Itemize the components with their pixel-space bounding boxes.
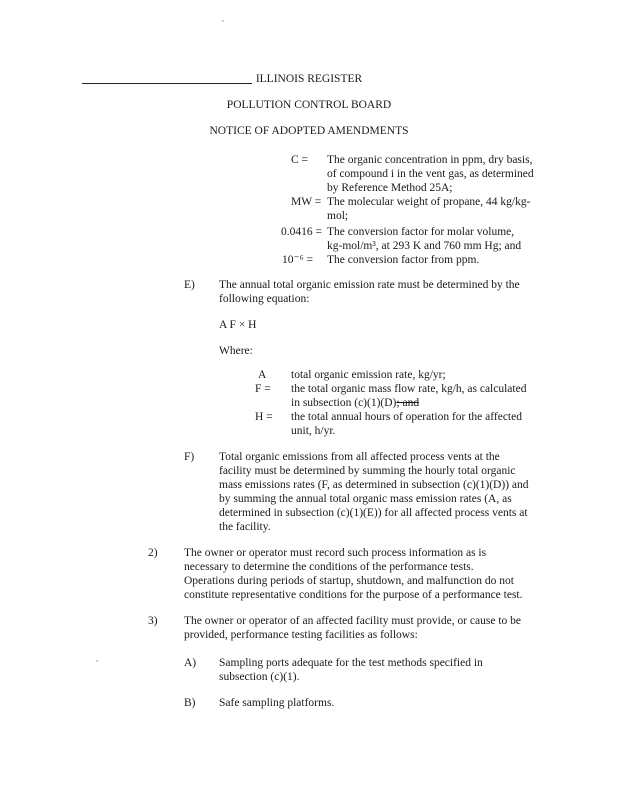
item-label: E) <box>184 279 195 291</box>
paragraph-line: by summing the annual total organic mass emission rates (A, as <box>219 493 512 505</box>
paragraph-line: The owner or operator of an affected facility must provide, or cause to be <box>184 615 521 627</box>
equation: A F × H <box>219 319 257 331</box>
def-text-line: The organic concentration in ppm, dry basis, <box>327 154 533 166</box>
where-label: Where: <box>219 345 253 357</box>
def-text-line: by Reference Method 25A; <box>327 182 453 194</box>
paragraph-line: subsection (c)(1). <box>219 671 300 683</box>
def-text-line: The molecular weight of propane, 44 kg/kg- <box>327 196 531 208</box>
def-text-line: unit, h/yr. <box>291 425 336 437</box>
item-label: B) <box>184 697 196 709</box>
notice-title: NOTICE OF ADOPTED AMENDMENTS <box>209 125 409 137</box>
paragraph-line: Sampling ports adequate for the test methods specified in <box>219 657 483 669</box>
item-label: A) <box>184 657 197 669</box>
def-symbol: 10⁻⁶ = <box>282 254 313 266</box>
def-text-line: the total annual hours of operation for the affected <box>291 411 522 423</box>
item-label: 2) <box>148 547 158 559</box>
paragraph-line: determined in subsection (c)(1)(E)) for all affected process vents at <box>219 507 528 519</box>
paragraph-line: Operations during periods of startup, shutdown, and malfunction do not <box>184 575 514 587</box>
def-text-line: of compound i in the vent gas, as determined <box>327 168 534 180</box>
paragraph-line: the facility. <box>219 521 271 533</box>
paragraph-line: provided, performance testing facilities as follows: <box>184 629 418 641</box>
paragraph-line: mass emissions rates (F, as determined in subsection (c)(1)(D)) and <box>219 479 529 491</box>
def-symbol: H = <box>255 411 273 423</box>
scan-speck <box>96 660 98 662</box>
register-title: ILLINOIS REGISTER <box>255 73 363 85</box>
def-symbol: MW = <box>291 196 322 208</box>
scan-speck <box>222 20 224 22</box>
def-text-line: the total organic mass flow rate, kg/h, as calculated <box>291 383 527 395</box>
struck-text: ; and <box>396 397 420 409</box>
item-label: 3) <box>148 615 158 627</box>
def-symbol: F = <box>255 383 271 395</box>
def-text-line: mol; <box>327 210 349 222</box>
def-symbol: A <box>258 369 267 381</box>
board-title: POLLUTION CONTROL BOARD <box>226 99 392 111</box>
def-text-line: The conversion factor from ppm. <box>327 254 480 266</box>
paragraph-line: necessary to determine the conditions of the performance tests. <box>184 561 474 573</box>
def-symbol: 0.0416 = <box>281 226 322 238</box>
def-text-line: kg-mol/m³, at 293 K and 760 mm Hg; and <box>327 240 522 252</box>
paragraph-line: facility must be determined by summing the hourly total organic <box>219 465 516 477</box>
def-text-line: in subsection (c)(1)(D); and <box>291 397 420 409</box>
item-label: F) <box>184 451 195 463</box>
paragraph-line: Total organic emissions from all affected process vents at the <box>219 451 500 463</box>
paragraph-line: The annual total organic emission rate must be determined by the <box>219 279 520 291</box>
paragraph-line: Safe sampling platforms. <box>219 697 335 709</box>
def-text-line: total organic emission rate, kg/yr; <box>291 369 446 381</box>
paragraph-line: following equation: <box>219 293 310 305</box>
paragraph-line: The owner or operator must record such process information as is <box>184 547 487 559</box>
def-text-line: The conversion factor for molar volume, <box>327 226 515 238</box>
def-symbol: C = <box>291 154 309 166</box>
paragraph-line: constitute representative conditions for the purpose of a performance test. <box>184 589 523 601</box>
